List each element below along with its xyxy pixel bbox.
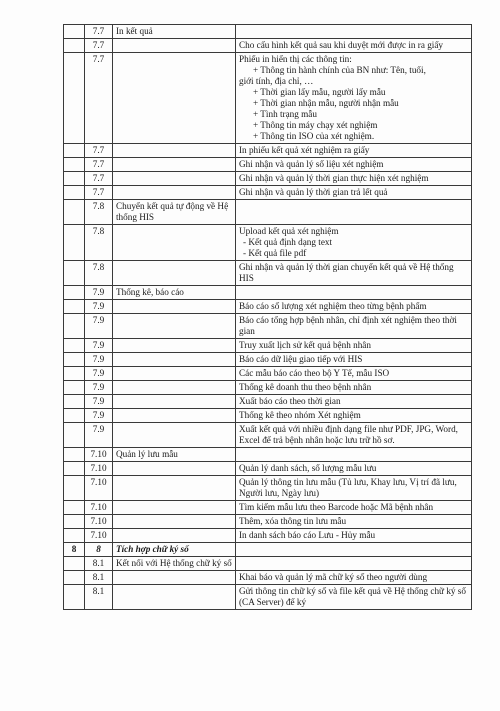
cell-section-number: [64, 314, 85, 339]
cell-description: Cho cấu hình kết quả sau khi duyệt mới được in ra giấy: [236, 39, 472, 53]
cell-section-number: [64, 367, 85, 381]
cell-section-number: [64, 423, 85, 448]
cell-description: Xuất kết quả với nhiều định dạng file như PDF, JPG, Word, Excel để trả bệnh nhân hoặc lưu trữ hồ sơ.: [236, 423, 472, 448]
cell-function-group: [113, 53, 236, 144]
cell-section-number: [64, 557, 85, 571]
cell-description: Thêm, xóa thông tin lưu mẫu: [236, 515, 472, 529]
cell-function-group: [113, 381, 236, 395]
cell-function-group: [113, 300, 236, 314]
cell-item-number: 7.9: [85, 286, 113, 300]
cell-function-group: [113, 39, 236, 53]
cell-item-number: 7.7: [85, 53, 113, 144]
description-line: + Tình trạng mẫu: [253, 109, 317, 119]
cell-section-number: [64, 501, 85, 515]
cell-section-number: [64, 286, 85, 300]
table-row: [64, 172, 472, 186]
cell-section-number: [64, 476, 85, 501]
table-row: [64, 39, 472, 53]
cell-section-number: [64, 353, 85, 367]
description-line: - Kết quả file pdf: [243, 248, 307, 258]
cell-section-number: [64, 409, 85, 423]
description-line: + Thời gian nhận mẫu, người nhận mẫu: [253, 98, 399, 108]
description-line: Phiếu in hiển thị các thông tin:: [239, 54, 352, 64]
table-row: [64, 571, 472, 585]
cell-function-group: [113, 423, 236, 448]
cell-section-number: [64, 381, 85, 395]
cell-item-number: 7.9: [85, 314, 113, 339]
cell-description: [236, 53, 472, 144]
description-line: + Thông tin ISO của xét nghiệm.: [253, 131, 375, 141]
cell-section-number: 8: [64, 543, 85, 557]
cell-item-number: 8.1: [85, 585, 113, 610]
cell-function-group: [113, 144, 236, 158]
cell-description: In danh sách báo cáo Lưu - Hủy mẫu: [236, 529, 472, 543]
section-row: [64, 543, 472, 557]
cell-function-group: [113, 529, 236, 543]
cell-function-group: [113, 476, 236, 501]
cell-description: [236, 200, 472, 225]
cell-description: Báo cáo dữ liệu giao tiếp với HIS: [236, 353, 472, 367]
cell-item-number: 7.10: [85, 462, 113, 476]
cell-section-number: [64, 200, 85, 225]
cell-description: Quản lý thông tin lưu mẫu (Tủ lưu, Khay lưu, Vị trí đã lưu, Người lưu, Ngày lưu): [236, 476, 472, 501]
cell-description: [236, 557, 472, 571]
cell-function-group: [113, 172, 236, 186]
cell-function-group: [113, 515, 236, 529]
cell-item-number: 7.9: [85, 423, 113, 448]
table-row: [64, 261, 472, 286]
cell-section-number: [64, 144, 85, 158]
cell-item-number: 7.10: [85, 529, 113, 543]
cell-function-group: Quản lý lưu mẫu: [113, 448, 236, 462]
cell-section-number: [64, 585, 85, 610]
cell-section-number: [64, 53, 85, 144]
table-row: [64, 353, 472, 367]
table-row: [64, 225, 472, 261]
cell-description: Các mẫu báo cáo theo bộ Y Tế, mẫu ISO: [236, 367, 472, 381]
cell-description: Báo cáo tổng hợp bệnh nhân, chỉ định xét nghiệm theo thời gian: [236, 314, 472, 339]
table-row: [64, 300, 472, 314]
cell-section-number: [64, 225, 85, 261]
cell-description: Ghi nhận và quản lý thời gian chuyển kết quả về Hệ thống HIS: [236, 261, 472, 286]
cell-function-group: [113, 353, 236, 367]
cell-description: [236, 25, 472, 39]
table-row: [64, 367, 472, 381]
requirements-table: [63, 24, 472, 610]
cell-section-number: [64, 158, 85, 172]
cell-function-group: [113, 367, 236, 381]
cell-item-number: 7.10: [85, 476, 113, 501]
cell-description: Xuất báo cáo theo thời gian: [236, 395, 472, 409]
table-row: [64, 53, 472, 144]
table-row: [64, 286, 472, 300]
cell-description: Thống kê doanh thu theo bệnh nhân: [236, 381, 472, 395]
cell-item-number: 7.8: [85, 225, 113, 261]
cell-function-group: [113, 186, 236, 200]
cell-description: [236, 286, 472, 300]
cell-function-group: [113, 314, 236, 339]
cell-function-group: [113, 571, 236, 585]
cell-description: Quản lý danh sách, số lượng mẫu lưu: [236, 462, 472, 476]
cell-section-number: [64, 462, 85, 476]
cell-section-number: [64, 448, 85, 462]
cell-item-number: 7.7: [85, 39, 113, 53]
description-line: + Thời gian lấy mẫu, người lấy mẫu: [253, 87, 386, 97]
table-row: [64, 144, 472, 158]
requirements-table-body: [64, 25, 472, 610]
table-row: [64, 186, 472, 200]
cell-function-group: Chuyển kết quả tự động về Hệ thống HIS: [113, 200, 236, 225]
cell-function-group: [113, 395, 236, 409]
table-row: [64, 529, 472, 543]
table-row: [64, 585, 472, 610]
table-row: [64, 395, 472, 409]
cell-item-number: 8.1: [85, 557, 113, 571]
cell-section-number: [64, 25, 85, 39]
cell-item-number: 8.1: [85, 571, 113, 585]
table-row: [64, 158, 472, 172]
cell-section-number: [64, 395, 85, 409]
cell-description: [236, 225, 472, 261]
cell-section-number: [64, 261, 85, 286]
cell-description: Báo cáo số lượng xét nghiệm theo từng bệnh phẩm: [236, 300, 472, 314]
table-row: [64, 381, 472, 395]
cell-section-number: [64, 339, 85, 353]
table-row: [64, 339, 472, 353]
cell-item-number: 7.9: [85, 395, 113, 409]
table-row: [64, 515, 472, 529]
cell-item-number: 7.8: [85, 200, 113, 225]
cell-description: Gửi thông tin chữ ký số và file kết quả về Hệ thống chữ ký số (CA Server) để ký: [236, 585, 472, 610]
description-line: - Kết quả định dạng text: [243, 237, 333, 247]
cell-item-number: 7.9: [85, 409, 113, 423]
cell-item-number: 7.9: [85, 367, 113, 381]
cell-description: Truy xuất lịch sử kết quả bệnh nhân: [236, 339, 472, 353]
cell-item-number: 7.7: [85, 25, 113, 39]
cell-item-number: 8: [85, 543, 113, 557]
cell-section-number: [64, 186, 85, 200]
cell-function-group: Tích hợp chữ ký số: [113, 543, 236, 557]
cell-description: Ghi nhận và quản lý thời gian thực hiện xét nghiệm: [236, 172, 472, 186]
description-line: giới tính, địa chỉ, …: [239, 76, 314, 86]
cell-description: Khai báo và quản lý mã chữ ký số theo người dùng: [236, 571, 472, 585]
table-row: [64, 314, 472, 339]
description-line: + Thông tin hành chính của BN như: Tên, tuổi,: [253, 65, 426, 75]
cell-description: Thống kê theo nhóm Xét nghiệm: [236, 409, 472, 423]
table-row: [64, 462, 472, 476]
cell-item-number: 7.9: [85, 353, 113, 367]
cell-section-number: [64, 529, 85, 543]
cell-section-number: [64, 515, 85, 529]
cell-item-number: 7.9: [85, 339, 113, 353]
table-row: [64, 200, 472, 225]
cell-item-number: 7.10: [85, 515, 113, 529]
description-line: + Thông tin máy chạy xét nghiệm: [253, 120, 378, 130]
cell-description: [236, 448, 472, 462]
table-row: [64, 448, 472, 462]
cell-section-number: [64, 571, 85, 585]
cell-item-number: 7.7: [85, 158, 113, 172]
cell-function-group: [113, 409, 236, 423]
cell-item-number: 7.8: [85, 261, 113, 286]
cell-item-number: 7.7: [85, 172, 113, 186]
cell-function-group: Thống kê, báo cáo: [113, 286, 236, 300]
cell-item-number: 7.7: [85, 186, 113, 200]
cell-description: In phiếu kết quả xét nghiệm ra giấy: [236, 144, 472, 158]
table-row: [64, 409, 472, 423]
cell-section-number: [64, 172, 85, 186]
cell-item-number: 7.9: [85, 300, 113, 314]
table-row: [64, 557, 472, 571]
cell-description: [236, 543, 472, 557]
cell-function-group: [113, 501, 236, 515]
cell-description: Ghi nhận và quản lý số liệu xét nghiệm: [236, 158, 472, 172]
cell-item-number: 7.10: [85, 501, 113, 515]
cell-function-group: [113, 462, 236, 476]
cell-description: Tìm kiếm mẫu lưu theo Barcode hoặc Mã bệnh nhân: [236, 501, 472, 515]
cell-section-number: [64, 300, 85, 314]
table-row: [64, 423, 472, 448]
cell-function-group: [113, 585, 236, 610]
cell-section-number: [64, 39, 85, 53]
cell-function-group: [113, 158, 236, 172]
table-row: [64, 501, 472, 515]
cell-item-number: 7.7: [85, 144, 113, 158]
cell-function-group: Kết nối với Hệ thống chữ ký số: [113, 557, 236, 571]
table-row: [64, 25, 472, 39]
table-row: [64, 476, 472, 501]
cell-function-group: In kết quả: [113, 25, 236, 39]
cell-function-group: [113, 339, 236, 353]
cell-item-number: 7.9: [85, 381, 113, 395]
cell-description: Ghi nhận và quản lý thời gian trả lết quả: [236, 186, 472, 200]
cell-function-group: [113, 225, 236, 261]
cell-function-group: [113, 261, 236, 286]
cell-item-number: 7.10: [85, 448, 113, 462]
description-line: Upload kết quả xét nghiệm: [239, 226, 339, 236]
